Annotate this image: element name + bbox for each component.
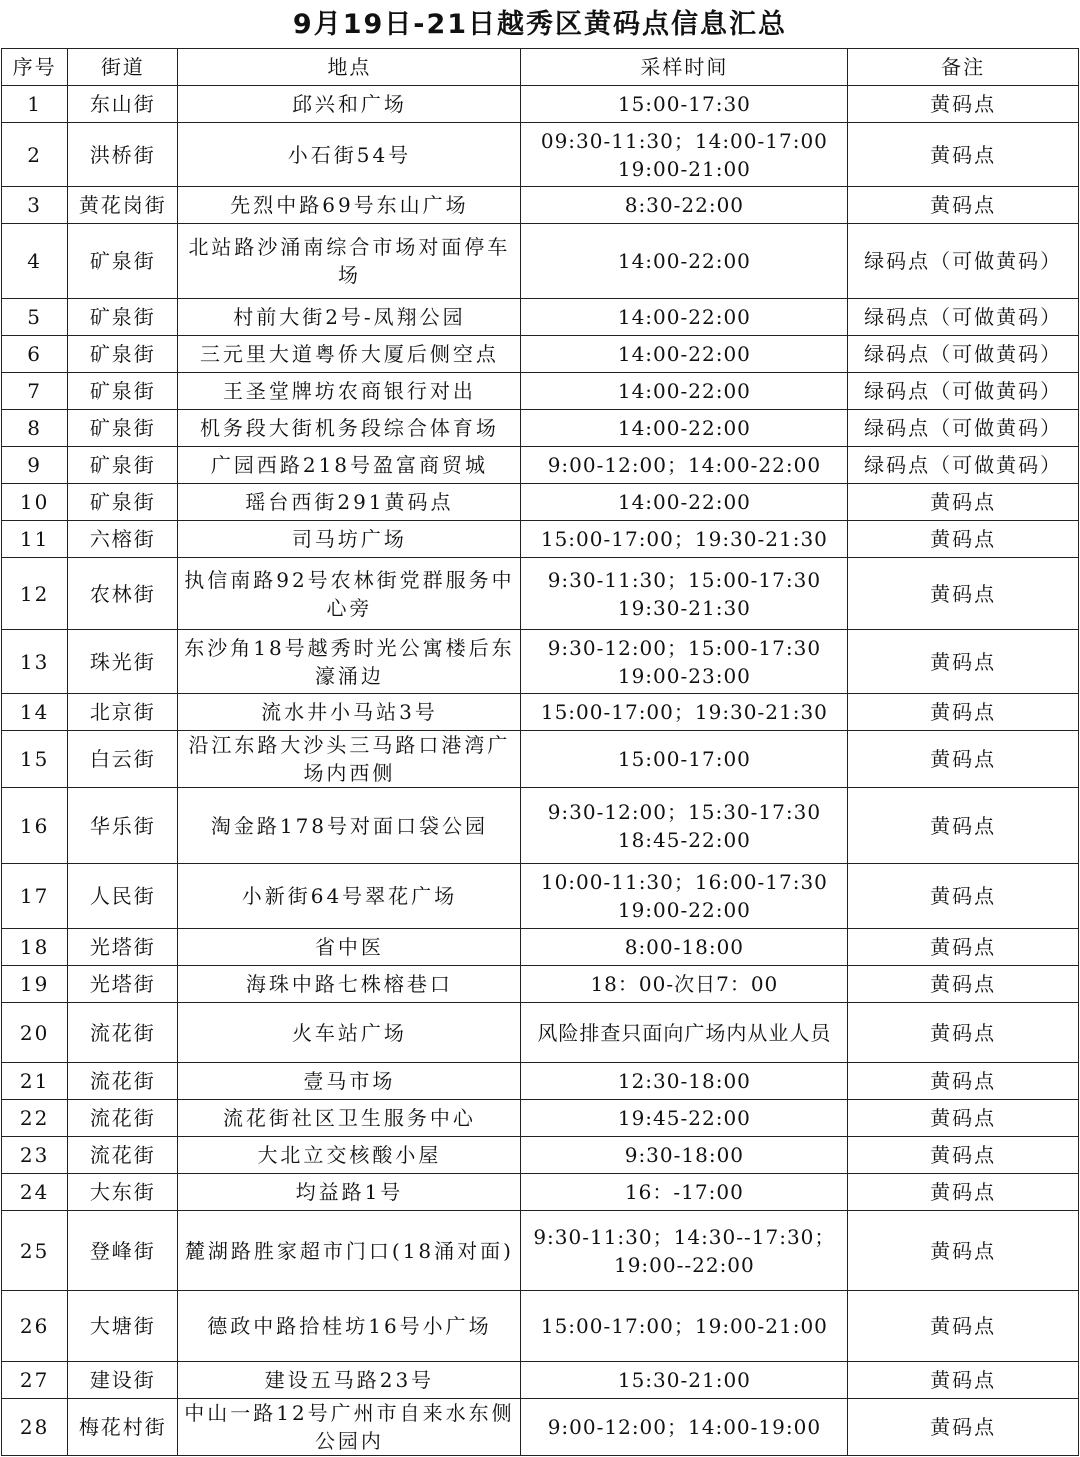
table-row <box>2 929 1079 966</box>
cell-time: 18：00-次日7：00 <box>521 966 848 1003</box>
table-row <box>2 521 1079 558</box>
table-row <box>2 373 1079 410</box>
cell-note: 绿码点（可做黄码） <box>848 224 1079 299</box>
cell-street: 珠光街 <box>68 630 178 694</box>
header-no: 序号 <box>2 49 68 86</box>
cell-location: 三元里大道粤侨大厦后侧空点 <box>178 336 521 373</box>
table-row <box>2 123 1079 187</box>
table-row <box>2 299 1079 336</box>
cell-location: 小新街64号翠花广场 <box>178 864 521 929</box>
cell-note: 黄码点 <box>848 86 1079 123</box>
table-row <box>2 1137 1079 1174</box>
cell-location: 邱兴和广场 <box>178 86 521 123</box>
cell-no: 17 <box>2 864 68 929</box>
table-row <box>2 1174 1079 1211</box>
cell-no: 3 <box>2 187 68 224</box>
cell-no: 28 <box>2 1399 68 1456</box>
yellow-code-table <box>1 48 1079 1456</box>
cell-no: 16 <box>2 788 68 864</box>
cell-note: 黄码点 <box>848 1174 1079 1211</box>
table-header-row <box>2 49 1079 86</box>
cell-no: 19 <box>2 966 68 1003</box>
cell-time: 14:00-22:00 <box>521 224 848 299</box>
cell-no: 27 <box>2 1362 68 1399</box>
cell-note: 黄码点 <box>848 1003 1079 1063</box>
cell-no: 9 <box>2 447 68 484</box>
cell-location: 大北立交核酸小屋 <box>178 1137 521 1174</box>
cell-no: 20 <box>2 1003 68 1063</box>
cell-street: 北京街 <box>68 694 178 731</box>
cell-time: 14:00-22:00 <box>521 373 848 410</box>
header-note: 备注 <box>848 49 1079 86</box>
cell-time: 14:00-22:00 <box>521 410 848 447</box>
cell-time: 9:00-12:00；14:00-19:00 <box>521 1399 848 1456</box>
cell-location: 淘金路178号对面口袋公园 <box>178 788 521 864</box>
cell-street: 洪桥街 <box>68 123 178 187</box>
cell-no: 14 <box>2 694 68 731</box>
cell-note: 绿码点（可做黄码） <box>848 447 1079 484</box>
cell-no: 26 <box>2 1291 68 1362</box>
cell-note: 黄码点 <box>848 864 1079 929</box>
cell-note: 黄码点 <box>848 558 1079 630</box>
cell-note: 黄码点 <box>848 1100 1079 1137</box>
cell-street: 六榕街 <box>68 521 178 558</box>
table-row <box>2 410 1079 447</box>
cell-time: 9:30-12:00；15:00-17:30 19:00-23:00 <box>521 630 848 694</box>
cell-no: 10 <box>2 484 68 521</box>
cell-note: 黄码点 <box>848 1063 1079 1100</box>
table-row <box>2 731 1079 788</box>
table-row <box>2 1100 1079 1137</box>
cell-time: 9:30-12:00；15:30-17:30 18:45-22:00 <box>521 788 848 864</box>
cell-location: 北站路沙涌南综合市场对面停车场 <box>178 224 521 299</box>
cell-no: 12 <box>2 558 68 630</box>
cell-street: 华乐街 <box>68 788 178 864</box>
table-row <box>2 694 1079 731</box>
page-title: 9月19日-21日越秀区黄码点信息汇总 <box>292 9 788 40</box>
cell-street: 矿泉街 <box>68 373 178 410</box>
cell-no: 13 <box>2 630 68 694</box>
cell-no: 25 <box>2 1211 68 1291</box>
cell-street: 流花街 <box>68 1003 178 1063</box>
cell-street: 流花街 <box>68 1100 178 1137</box>
cell-street: 黄花岗街 <box>68 187 178 224</box>
cell-street: 矿泉街 <box>68 299 178 336</box>
cell-time: 9:30-18:00 <box>521 1137 848 1174</box>
cell-no: 6 <box>2 336 68 373</box>
cell-note: 绿码点（可做黄码） <box>848 336 1079 373</box>
cell-location: 流花街社区卫生服务中心 <box>178 1100 521 1137</box>
cell-location: 建设五马路23号 <box>178 1362 521 1399</box>
cell-no: 18 <box>2 929 68 966</box>
table-row <box>2 558 1079 630</box>
cell-no: 21 <box>2 1063 68 1100</box>
cell-no: 15 <box>2 731 68 788</box>
cell-location: 瑶台西街291黄码点 <box>178 484 521 521</box>
cell-location: 东沙角18号越秀时光公寓楼后东濠涌边 <box>178 630 521 694</box>
cell-time: 14:00-22:00 <box>521 336 848 373</box>
cell-street: 梅花村街 <box>68 1399 178 1456</box>
cell-note: 绿码点（可做黄码） <box>848 373 1079 410</box>
cell-street: 建设街 <box>68 1362 178 1399</box>
cell-time: 15:00-17:30 <box>521 86 848 123</box>
table-row <box>2 864 1079 929</box>
cell-time: 15:00-17:00 <box>521 731 848 788</box>
table-row <box>2 1003 1079 1063</box>
cell-no: 22 <box>2 1100 68 1137</box>
cell-no: 8 <box>2 410 68 447</box>
table-row <box>2 1399 1079 1456</box>
cell-note: 绿码点（可做黄码） <box>848 299 1079 336</box>
table-row <box>2 484 1079 521</box>
table-row <box>2 966 1079 1003</box>
table-row <box>2 224 1079 299</box>
cell-time: 16：-17:00 <box>521 1174 848 1211</box>
cell-time: 14:00-22:00 <box>521 299 848 336</box>
table-row <box>2 1291 1079 1362</box>
cell-time: 15:30-21:00 <box>521 1362 848 1399</box>
cell-location: 执信南路92号农林街党群服务中心旁 <box>178 558 521 630</box>
cell-time: 8:00-18:00 <box>521 929 848 966</box>
cell-note: 黄码点 <box>848 1211 1079 1291</box>
cell-street: 矿泉街 <box>68 447 178 484</box>
cell-location: 省中医 <box>178 929 521 966</box>
cell-note: 黄码点 <box>848 123 1079 187</box>
table-row <box>2 1362 1079 1399</box>
cell-location: 中山一路12号广州市自来水东侧公园内 <box>178 1399 521 1456</box>
cell-street: 人民街 <box>68 864 178 929</box>
cell-note: 黄码点 <box>848 1291 1079 1362</box>
table-row <box>2 447 1079 484</box>
cell-time: 19:45-22:00 <box>521 1100 848 1137</box>
cell-street: 白云街 <box>68 731 178 788</box>
cell-note: 黄码点 <box>848 929 1079 966</box>
cell-street: 流花街 <box>68 1063 178 1100</box>
cell-street: 矿泉街 <box>68 484 178 521</box>
cell-note: 黄码点 <box>848 788 1079 864</box>
cell-note: 黄码点 <box>848 1399 1079 1456</box>
cell-note: 黄码点 <box>848 731 1079 788</box>
cell-location: 机务段大街机务段综合体育场 <box>178 410 521 447</box>
cell-no: 7 <box>2 373 68 410</box>
table-row <box>2 1211 1079 1291</box>
cell-no: 2 <box>2 123 68 187</box>
cell-street: 大东街 <box>68 1174 178 1211</box>
cell-location: 流水井小马站3号 <box>178 694 521 731</box>
cell-note: 黄码点 <box>848 630 1079 694</box>
cell-note: 绿码点（可做黄码） <box>848 410 1079 447</box>
table-row <box>2 630 1079 694</box>
cell-location: 壹马市场 <box>178 1063 521 1100</box>
cell-note: 黄码点 <box>848 966 1079 1003</box>
table-row <box>2 788 1079 864</box>
cell-note: 黄码点 <box>848 1137 1079 1174</box>
cell-no: 5 <box>2 299 68 336</box>
cell-no: 11 <box>2 521 68 558</box>
cell-location: 小石街54号 <box>178 123 521 187</box>
cell-street: 矿泉街 <box>68 336 178 373</box>
cell-street: 大塘街 <box>68 1291 178 1362</box>
cell-location: 麓湖路胜家超市门口(18涌对面) <box>178 1211 521 1291</box>
cell-location: 均益路1号 <box>178 1174 521 1211</box>
cell-street: 光塔街 <box>68 929 178 966</box>
cell-time: 8:30-22:00 <box>521 187 848 224</box>
header-time: 采样时间 <box>521 49 848 86</box>
cell-time: 15:00-17:00；19:30-21:30 <box>521 694 848 731</box>
cell-street: 登峰街 <box>68 1211 178 1291</box>
header-location: 地点 <box>178 49 521 86</box>
cell-location: 海珠中路七株榕巷口 <box>178 966 521 1003</box>
cell-location: 广园西路218号盈富商贸城 <box>178 447 521 484</box>
cell-note: 黄码点 <box>848 1362 1079 1399</box>
cell-location: 司马坊广场 <box>178 521 521 558</box>
cell-time: 10:00-11:30；16:00-17:30 19:00-22:00 <box>521 864 848 929</box>
cell-note: 黄码点 <box>848 694 1079 731</box>
cell-note: 黄码点 <box>848 484 1079 521</box>
cell-time: 风险排查只面向广场内从业人员 <box>521 1003 848 1063</box>
cell-street: 矿泉街 <box>68 224 178 299</box>
cell-time: 12:30-18:00 <box>521 1063 848 1100</box>
table-row <box>2 187 1079 224</box>
cell-no: 24 <box>2 1174 68 1211</box>
cell-street: 农林街 <box>68 558 178 630</box>
cell-time: 15:00-17:00；19:00-21:00 <box>521 1291 848 1362</box>
cell-time: 15:00-17:00；19:30-21:30 <box>521 521 848 558</box>
table-row <box>2 1063 1079 1100</box>
cell-location: 先烈中路69号东山广场 <box>178 187 521 224</box>
cell-location: 德政中路拾桂坊16号小广场 <box>178 1291 521 1362</box>
cell-location: 王圣堂牌坊农商银行对出 <box>178 373 521 410</box>
cell-note: 黄码点 <box>848 187 1079 224</box>
cell-time: 09:30-11:30；14:00-17:00 19:00-21:00 <box>521 123 848 187</box>
table-row <box>2 86 1079 123</box>
cell-street: 矿泉街 <box>68 410 178 447</box>
cell-no: 1 <box>2 86 68 123</box>
cell-street: 东山街 <box>68 86 178 123</box>
cell-note: 黄码点 <box>848 521 1079 558</box>
cell-location: 村前大街2号-凤翔公园 <box>178 299 521 336</box>
cell-no: 23 <box>2 1137 68 1174</box>
cell-time: 9:30-11:30；14:30--17:30； 19:00--22:00 <box>521 1211 848 1291</box>
cell-location: 沿江东路大沙头三马路口港湾广场内西侧 <box>178 731 521 788</box>
cell-street: 流花街 <box>68 1137 178 1174</box>
cell-time: 9:00-12:00；14:00-22:00 <box>521 447 848 484</box>
cell-time: 14:00-22:00 <box>521 484 848 521</box>
cell-no: 4 <box>2 224 68 299</box>
cell-time: 9:30-11:30；15:00-17:30 19:30-21:30 <box>521 558 848 630</box>
cell-street: 光塔街 <box>68 966 178 1003</box>
table-row <box>2 336 1079 373</box>
cell-location: 火车站广场 <box>178 1003 521 1063</box>
header-street: 街道 <box>68 49 178 86</box>
